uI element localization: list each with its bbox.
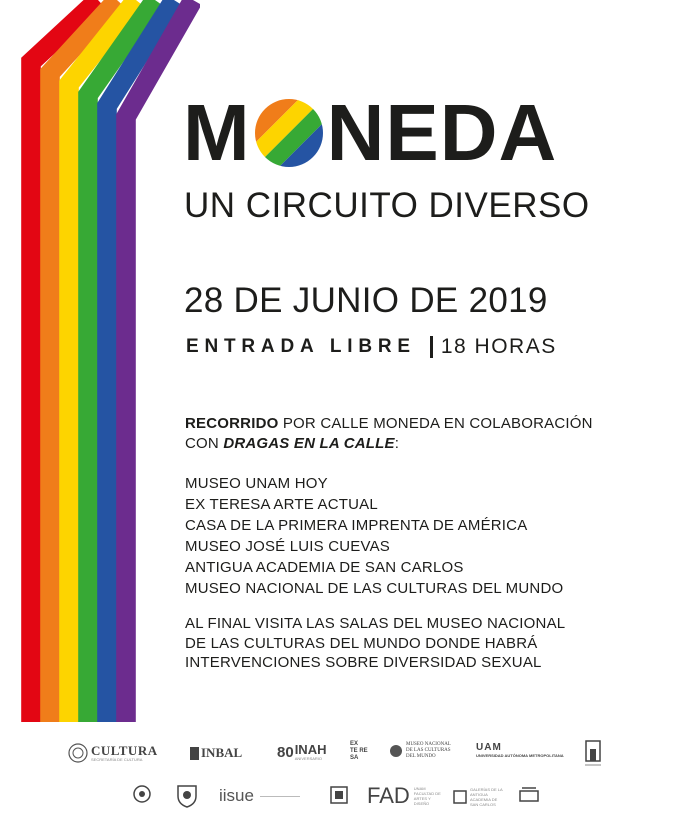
list-item: MUSEO NACIONAL DE LAS CULTURAS DEL MUNDO — [185, 580, 564, 597]
entry-separator — [430, 336, 433, 358]
logo-iisue — [219, 786, 300, 806]
logo-museo-unam-hoy — [585, 740, 601, 768]
unam-badge-icon — [131, 785, 153, 805]
logo-unam-shield — [175, 784, 199, 808]
building-icon — [585, 740, 601, 768]
entry-free-label: ENTRADA LIBRE — [186, 336, 416, 357]
closing-text — [185, 614, 565, 673]
fad-subtext: UNAM FACULTAD DE ARTES Y DISEÑO — [413, 786, 441, 806]
press-icon — [518, 785, 540, 805]
title-rest: NEDA — [326, 88, 558, 177]
logo-fad — [367, 783, 446, 809]
galerias-text: GALERÍAS DE LA ANTIGUA ACADEMIA DE SAN CARLOS — [470, 787, 503, 807]
list-item: ANTIGUA ACADEMIA DE SAN CARLOS — [185, 559, 464, 576]
exteresa-line: TE RE — [350, 748, 368, 754]
inah-subtext: ANIVERSARIO — [294, 756, 323, 761]
intro-bold-word: RECORRIDO — [185, 415, 279, 432]
inah-anniversary-number: 80 — [277, 743, 294, 761]
seal-icon — [330, 786, 348, 804]
galerias-icon — [453, 790, 467, 804]
inbal-text: INBAL — [201, 745, 243, 760]
closing-line: INTERVENCIONES SOBRE DIVERSIDAD SEXUAL — [185, 654, 542, 671]
list-item: MUSEO UNAM HOY — [185, 475, 328, 492]
list-item: MUSEO JOSÉ LUIS CUEVAS — [185, 538, 391, 555]
logo-small-seal — [330, 786, 348, 804]
intro-dragas: DRAGAS EN LA CALLE — [223, 435, 395, 452]
fad-text: FAD — [367, 783, 410, 808]
logo-ex-teresa — [350, 741, 368, 762]
exteresa-line: SA — [350, 755, 359, 761]
rainbow-o-icon — [255, 99, 323, 167]
logo-uam — [476, 742, 564, 758]
unam-shield-icon — [175, 784, 199, 808]
event-time: 18 HORAS — [440, 335, 557, 358]
culturas-mundo-line: MUSEO NACIONAL — [406, 742, 451, 747]
entry-info — [186, 334, 557, 360]
culturas-mundo-line: DEL MUNDO — [406, 754, 436, 759]
event-date: 28 DE JUNIO DE 2019 — [184, 281, 548, 320]
intro-line1: POR CALLE MONEDA EN COLABORACIÓN — [278, 415, 593, 432]
subtitle: UN CIRCUITO DIVERSO — [184, 186, 590, 225]
venue-list — [185, 473, 563, 599]
intro-line2-prefix: CON — [185, 435, 224, 452]
cultura-emblem-icon — [68, 743, 88, 763]
inah-text: INAH — [294, 742, 327, 757]
title-letter-m: M — [183, 88, 251, 177]
closing-line: AL FINAL VISITA LAS SALAS DEL MUSEO NACIONAL — [185, 615, 566, 632]
intro-line2-suffix: : — [394, 435, 400, 452]
page-title — [183, 88, 558, 177]
logo-culturas-mundo — [389, 742, 451, 760]
list-item: CASA DE LA PRIMERA IMPRENTA DE AMÉRICA — [185, 517, 528, 534]
cultura-text: CULTURA — [91, 743, 158, 758]
iisue-rule — [260, 796, 300, 797]
logo-unam-hoy-badge — [131, 785, 153, 805]
closing-line: DE LAS CULTURAS DEL MUNDO DONDE HABRÁ — [185, 634, 538, 652]
logo-inbal — [190, 745, 242, 761]
rainbow-stripes — [0, 0, 200, 722]
inbal-block-icon — [190, 747, 199, 760]
iisue-text: iisue — [219, 786, 254, 805]
route-intro — [185, 414, 593, 454]
culturas-mundo-mask-icon — [389, 744, 403, 758]
logo-casa-imprenta — [518, 785, 540, 805]
logo-inah — [277, 743, 326, 761]
list-item: EX TERESA ARTE ACTUAL — [185, 496, 378, 513]
cultura-subtext: SECRETARÍA DE CULTURA — [91, 757, 143, 762]
logo-galerias — [453, 787, 504, 807]
culturas-mundo-line: DE LAS CULTURAS — [406, 748, 451, 753]
logo-cultura — [68, 743, 158, 763]
exteresa-line: EX — [350, 741, 359, 747]
uam-subtext: UNIVERSIDAD AUTÓNOMA METROPOLITANA — [476, 753, 564, 758]
uam-text: UAM — [476, 742, 502, 753]
